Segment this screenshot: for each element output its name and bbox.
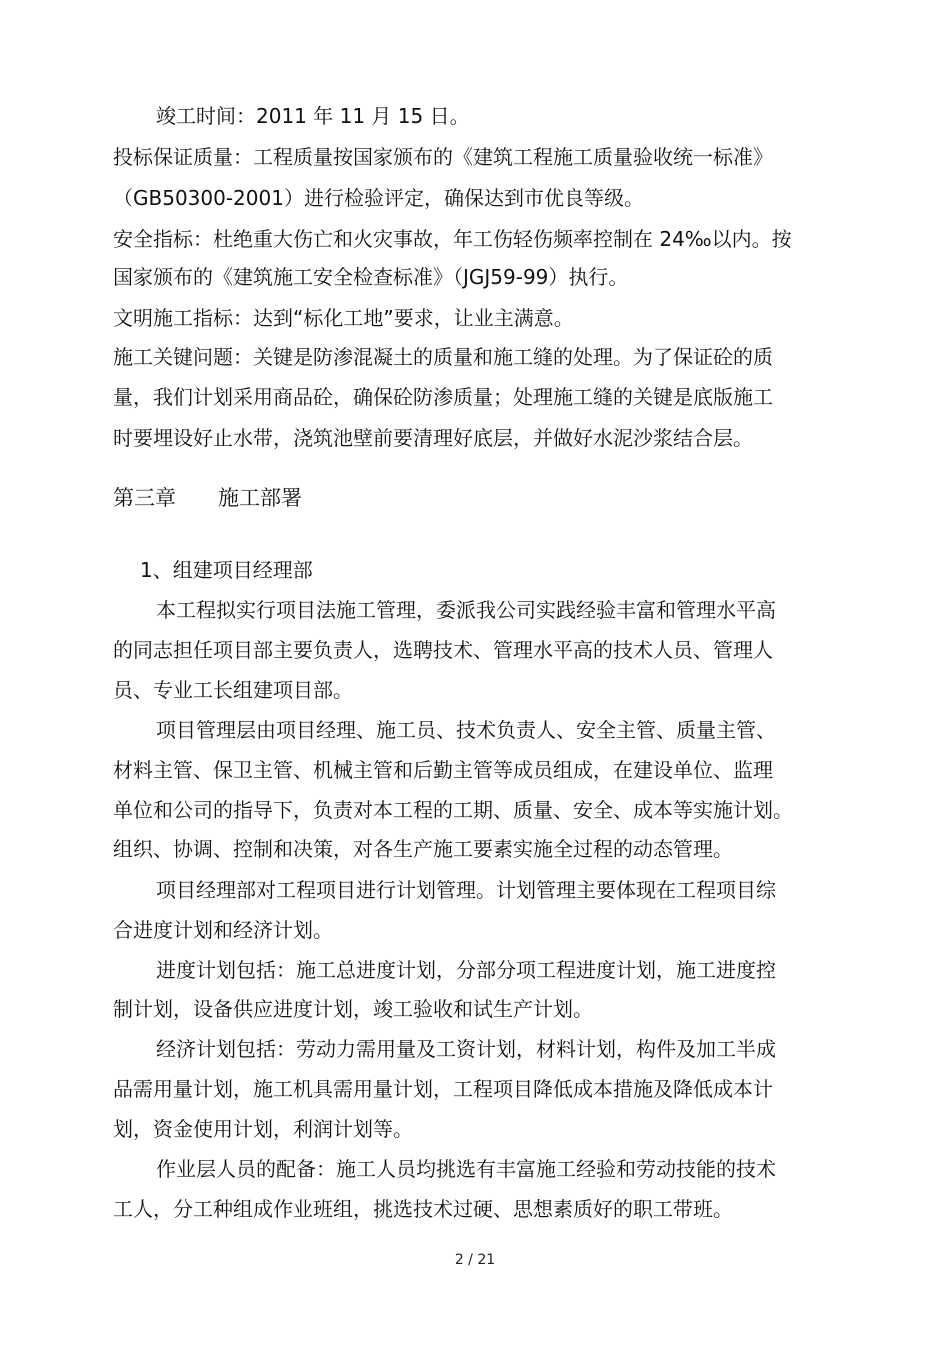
quality-guarantee-line-1: 投标保证质量：工程质量按国家颁布的《建筑工程施工质量验收统一标准》 [113, 145, 773, 169]
civilized-construction-line: 文明施工指标：达到“标化工地”要求，让业主满意。 [113, 306, 574, 330]
section-heading: 1、组建项目经理部 [140, 558, 313, 582]
paragraph-4-line-1: 进度计划包括：施工总进度计划，分部分项工程进度计划，施工进度控 [156, 958, 776, 982]
safety-index-line-2: 国家颁布的《建筑施工安全检查标准》（JGJ59-99）执行。 [113, 265, 629, 289]
paragraph-1-line-2: 的同志担任项目部主要负责人，选聘技术、管理水平高的技术人员、管理人 [113, 638, 773, 662]
paragraph-4-line-2: 制计划，设备供应进度计划，竣工验收和试生产计划。 [113, 997, 593, 1021]
paragraph-5-line-3: 划，资金使用计划，利润计划等。 [113, 1117, 413, 1141]
quality-guarantee-line-2: （GB50300-2001）进行检验评定，确保达到市优良等级。 [113, 186, 644, 210]
paragraph-2-line-4: 组织、协调、控制和决策，对各生产施工要素实施全过程的动态管理。 [113, 837, 733, 861]
key-issue-line-1: 施工关键问题：关键是防渗混凝土的质量和施工缝的处理。为了保证砼的质 [113, 345, 773, 369]
key-issue-line-3: 时要埋设好止水带，浇筑池壁前要清理好底层，并做好水泥沙浆结合层。 [113, 426, 753, 450]
safety-index-line-1: 安全指标：杜绝重大伤亡和火灾事故，年工伤轻伤频率控制在 24‰以内。按 [113, 227, 792, 251]
paragraph-3-line-1: 项目经理部对工程项目进行计划管理。计划管理主要体现在工程项目综 [156, 878, 776, 902]
paragraph-2-line-1: 项目管理层由项目经理、施工员、技术负责人、安全主管、质量主管、 [156, 718, 776, 742]
completion-time-line: 竣工时间：2011 年 11 月 15 日。 [156, 104, 470, 128]
key-issue-line-2: 量，我们计划采用商品砼，确保砼防渗质量；处理施工缝的关键是底版施工 [113, 385, 773, 409]
paragraph-3-line-2: 合进度计划和经济计划。 [113, 918, 333, 942]
paragraph-6-line-1: 作业层人员的配备：施工人员均挑选有丰富施工经验和劳动技能的技术 [156, 1157, 776, 1181]
chapter-heading: 第三章 施工部署 [113, 486, 302, 510]
paragraph-5-line-2: 品需用量计划，施工机具需用量计划，工程项目降低成本措施及降低成本计 [113, 1077, 773, 1101]
paragraph-2-line-2: 材料主管、保卫主管、机械主管和后勤主管等成员组成，在建设单位、监理 [113, 758, 773, 782]
paragraph-1-line-3: 员、专业工长组建项目部。 [113, 678, 353, 702]
page-number: 2 / 21 [454, 1252, 496, 1268]
paragraph-1-line-1: 本工程拟实行项目法施工管理，委派我公司实践经验丰富和管理水平高 [156, 598, 776, 622]
paragraph-5-line-1: 经济计划包括：劳动力需用量及工资计划，材料计划，构件及加工半成 [156, 1037, 776, 1061]
paragraph-6-line-2: 工人，分工种组成作业班组，挑选技术过硬、思想素质好的职工带班。 [113, 1197, 733, 1221]
paragraph-2-line-3: 单位和公司的指导下，负责对本工程的工期、质量、安全、成本等实施计划。 [113, 798, 793, 822]
